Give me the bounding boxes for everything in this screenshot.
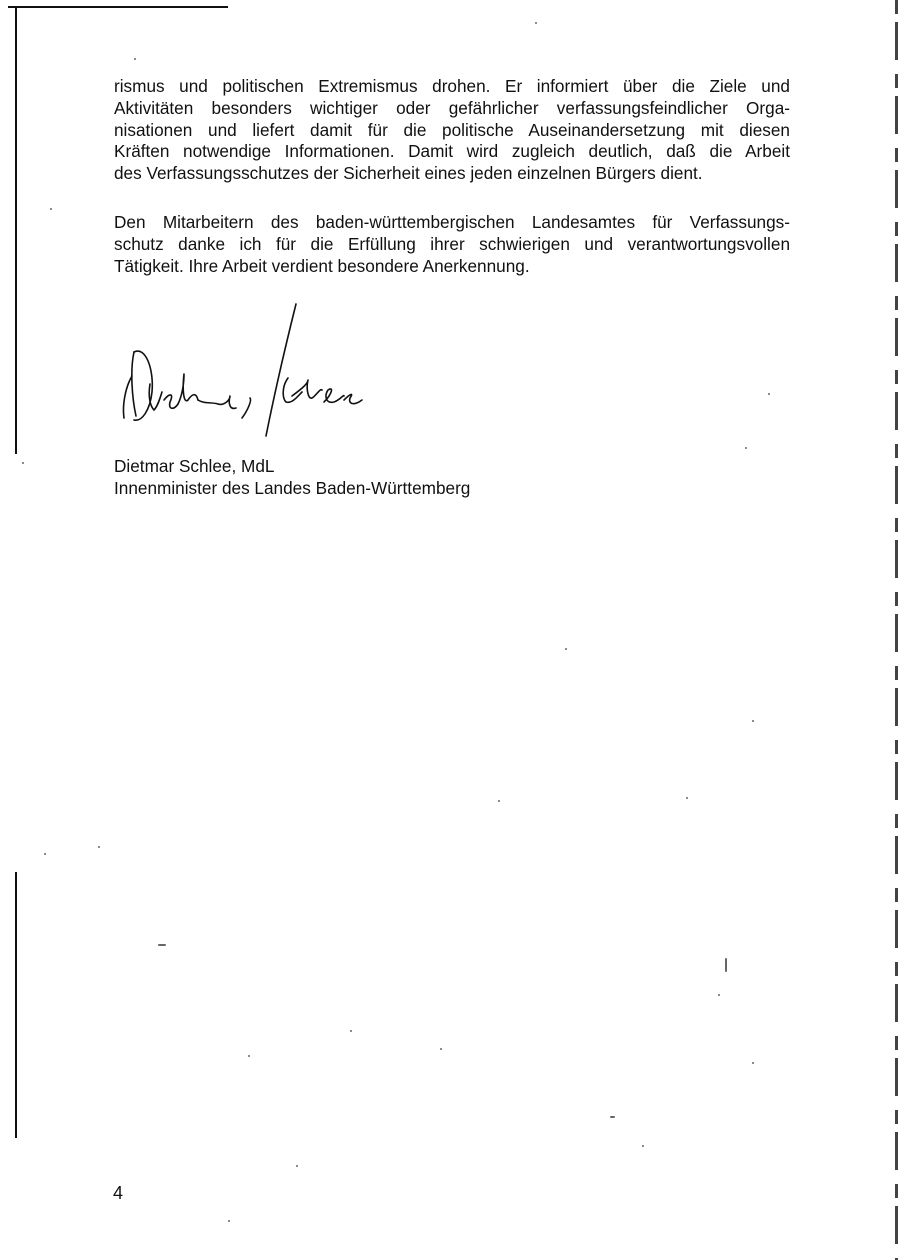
body-paragraph-1	[114, 76, 790, 185]
scan-speck	[768, 393, 770, 395]
scan-speck	[440, 1048, 442, 1050]
scan-border-right	[895, 0, 898, 1260]
paragraph-line: rismus und politischen Extremismus drohen. Er informiert über die Ziele und	[114, 76, 790, 96]
scan-speck	[98, 846, 100, 848]
signer-block	[114, 456, 470, 500]
scan-speck	[725, 958, 727, 972]
paragraph-line: Kräften notwendige Informationen. Damit wird zugleich deutlich, daß die Arbeit	[114, 141, 790, 162]
scan-speck	[610, 1116, 615, 1118]
scan-speck	[134, 58, 136, 60]
scan-speck	[228, 1220, 230, 1222]
scan-border-top	[8, 6, 228, 8]
page-number: 4	[113, 1183, 124, 1203]
paragraph-line: nisationen und liefert damit für die politische Auseinandersetzung mit diesen	[114, 119, 790, 140]
scan-speck	[350, 1030, 352, 1032]
scan-speck	[686, 797, 688, 799]
scan-speck	[718, 994, 720, 996]
paragraph-line: Den Mitarbeitern des baden-württembergischen Landesamtes für Verfassungs-	[114, 212, 790, 232]
scan-speck	[642, 1145, 644, 1147]
handwritten-signature	[112, 300, 382, 450]
signer-title: Innenminister des Landes Baden-Württemberg	[114, 477, 471, 498]
paragraph-line: schutz danke ich für die Erfüllung ihrer schwierigen und verantwortungsvollen	[114, 233, 790, 254]
scan-speck	[248, 1055, 250, 1057]
scan-speck	[44, 853, 46, 855]
scan-speck	[498, 800, 500, 802]
paragraph-line: Aktivitäten besonders wichtiger oder gefährlicher verfassungsfeindlicher Orga-	[114, 97, 790, 118]
paragraph-line: Tätigkeit. Ihre Arbeit verdient besondere Anerkennung.	[114, 255, 530, 276]
scan-speck	[50, 208, 52, 210]
scan-speck	[158, 944, 166, 946]
scan-speck	[745, 447, 747, 449]
scan-border-left-lower	[15, 872, 17, 1138]
scan-speck	[565, 648, 567, 650]
scan-speck	[752, 720, 754, 722]
scan-speck	[22, 462, 24, 464]
paragraph-line: des Verfassungsschutzes der Sicherheit eines jeden einzelnen Bürgers dient.	[114, 163, 703, 184]
scan-border-left-upper	[15, 6, 17, 454]
scan-speck	[296, 1165, 298, 1167]
scan-speck	[535, 22, 537, 24]
body-paragraph-2	[114, 212, 790, 277]
signer-name: Dietmar Schlee, MdL	[114, 456, 275, 476]
scan-speck	[752, 1062, 754, 1064]
